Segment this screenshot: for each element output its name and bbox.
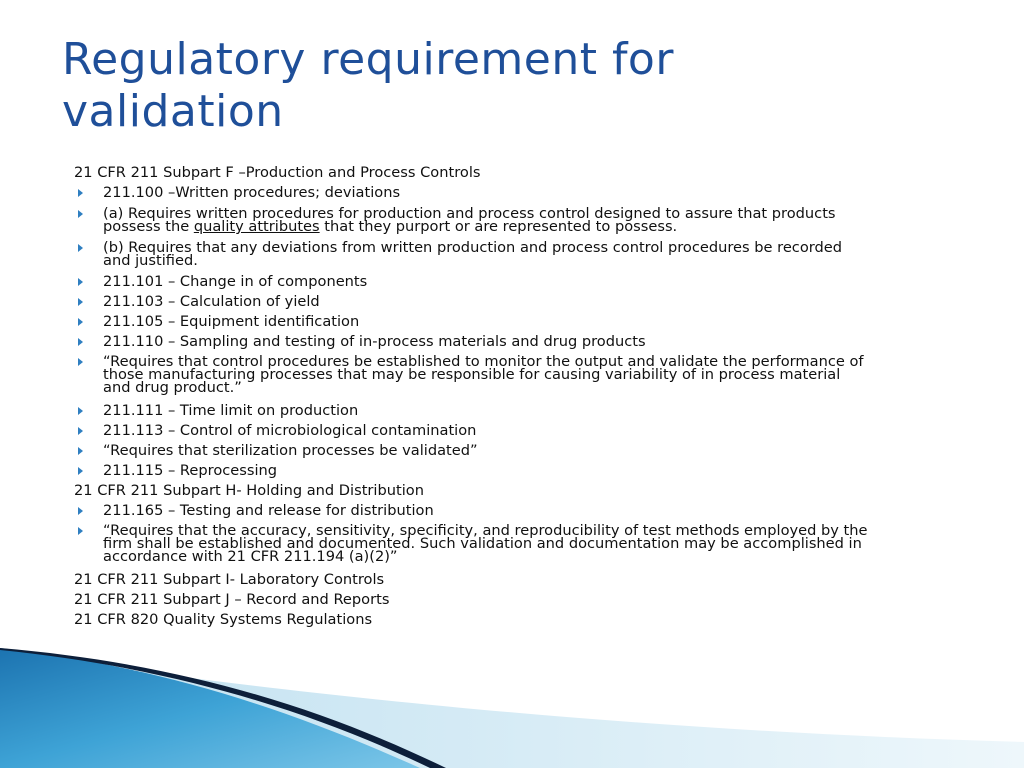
text-row: possess the quality attributes that they purport or are represented to possess. — [103, 218, 678, 235]
text-row: 21 CFR 211 Subpart J – Record and Reports — [74, 591, 390, 608]
text-row: 211.105 – Equipment identification — [103, 313, 360, 330]
text-row: “Requires that control procedures be established to monitor the output and validate the performance of — [103, 353, 864, 370]
text-row: (b) Requires that any deviations from written production and process control procedures be recorded — [103, 239, 843, 256]
text-row: firm shall be established and documented. Such validation and documentation may be accomplished in — [103, 535, 862, 552]
text-row: 211.101 – Change in of components — [103, 273, 368, 290]
text-row: “Requires that sterilization processes be validated” — [103, 442, 478, 459]
text-row: 21 CFR 820 Quality Systems Regulations — [74, 611, 373, 628]
text-row: and justified. — [103, 252, 198, 269]
text-row: 21 CFR 211 Subpart H- Holding and Distribution — [74, 482, 424, 499]
text-row: 211.115 – Reprocessing — [103, 462, 278, 479]
text-row: 21 CFR 211 Subpart F –Production and Process Controls — [74, 164, 481, 181]
text-row: 211.111 – Time limit on production — [103, 402, 359, 419]
text-row: “Requires that the accuracy, sensitivity, specificity, and reproducibility of test methods employed by the — [103, 522, 868, 539]
text-row: (a) Requires written procedures for production and process control designed to assure that products — [103, 205, 836, 222]
text-row: 211.103 – Calculation of yield — [103, 293, 320, 310]
text-row: 211.110 – Sampling and testing of in-process materials and drug products — [103, 333, 646, 350]
text-row: those manufacturing processes that may be responsible for causing variability of in process material — [103, 366, 841, 383]
quality-attributes-link: quality attributes — [193, 218, 320, 235]
text-row: 211.165 – Testing and release for distribution — [103, 502, 434, 519]
text-row: 211.113 – Control of microbiological contamination — [103, 422, 477, 439]
title-line-2: validation — [62, 86, 284, 137]
text-row: 21 CFR 211 Subpart I- Laboratory Controls — [74, 571, 385, 588]
text-row: and drug product.” — [103, 379, 242, 396]
text-row: 211.100 –Written procedures; deviations — [103, 184, 401, 201]
text-row: accordance with 21 CFR 211.194 (a)(2)” — [103, 548, 398, 565]
title-line-1: Regulatory requirement for — [62, 34, 674, 85]
